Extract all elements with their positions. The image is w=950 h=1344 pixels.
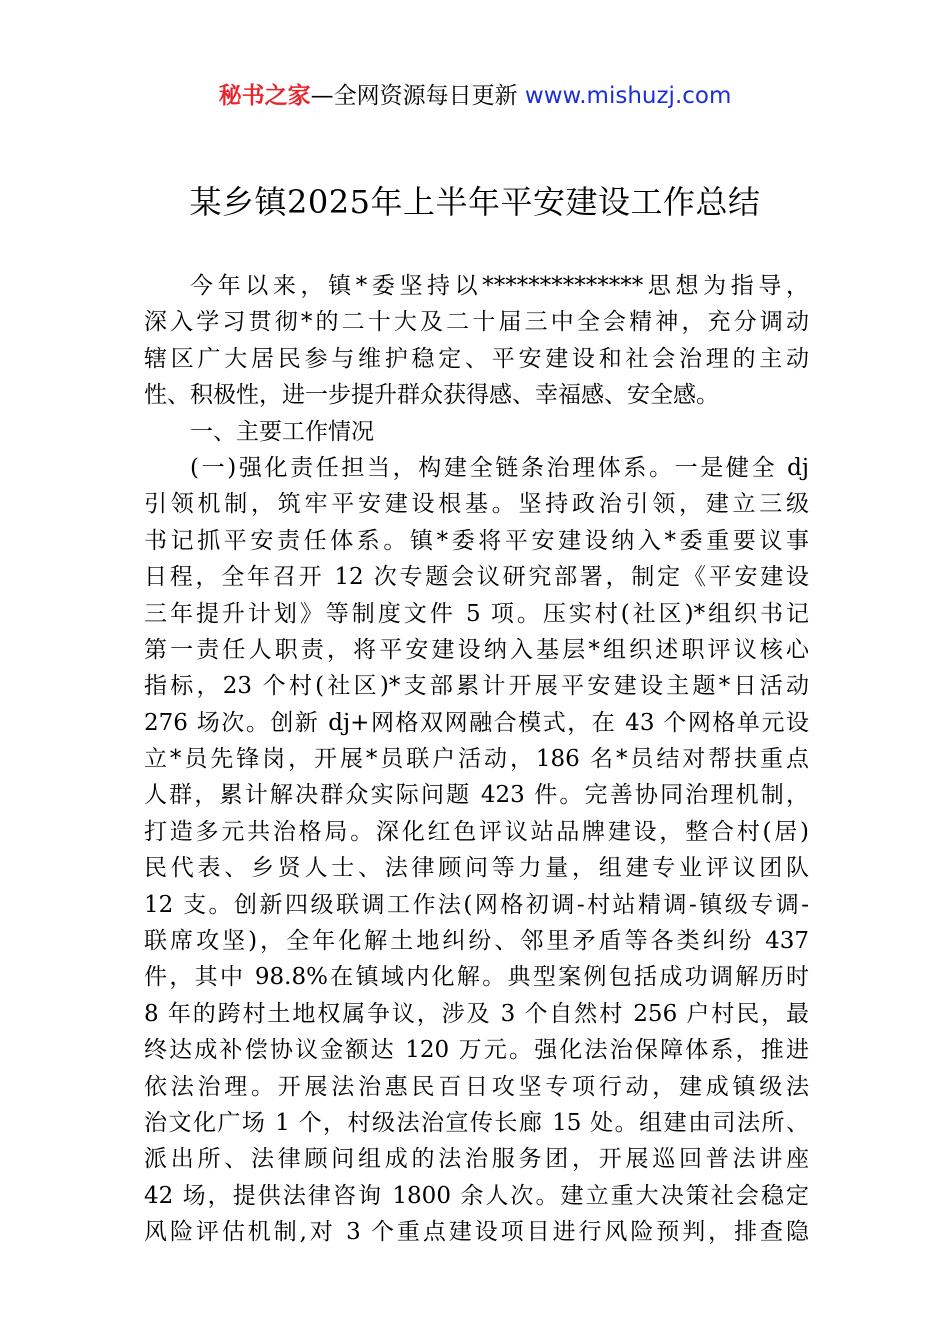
body-line: 8 年的跨村土地权属争议，涉及 3 个自然村 256 户村民，最 (144, 1000, 809, 1027)
site-header (0, 80, 950, 112)
body-line: 件，其中 98.8%在镇域内化解。典型案例包括成功调解历时 (144, 964, 809, 991)
body-line: 日程，全年召开 12 次专题会议研究部署，制定《平安建设 (144, 564, 809, 591)
body-line: 今年以来，镇*委坚持以**************思想为指导， (190, 273, 809, 299)
body-line: 书记抓平安责任体系。镇*委将平安建设纳入*委重要议事 (144, 527, 809, 554)
body-line: 引领机制，筑牢平安建设根基。坚持政治引领，建立三级 (144, 491, 809, 518)
header-tagline: —全网资源每日更新 (310, 83, 525, 109)
body-line: 深入学习贯彻*的二十大及二十届三中全会精神，充分调动 (144, 309, 809, 336)
body-line: 联席攻坚)，全年化解土地纠纷、邻里矛盾等各类纠纷 437 (144, 928, 809, 955)
document-title: 某乡镇2025年上半年平安建设工作总结 (189, 183, 761, 221)
body-line: 依法治理。开展法治惠民百日攻坚专项行动，建成镇级法 (144, 1073, 809, 1100)
body-line: 治文化广场 1 个，村级法治宣传长廊 15 处。组建由司法所、 (144, 1109, 809, 1136)
body-line: 打造多元共治格局。深化红色评议站品牌建设，整合村(居) (144, 818, 809, 845)
body-line: 指标，23 个村(社区)*支部累计开展平安建设主题*日活动 (144, 673, 809, 700)
body-line: 终达成补偿协议金额达 120 万元。强化法治保障体系，推进 (144, 1037, 809, 1064)
body-line: (一)强化责任担当，构建全链条治理体系。一是健全 dj (190, 454, 809, 481)
body-line: 派出所、法律顾问组成的法治服务团，开展巡回普法讲座 (144, 1146, 809, 1173)
section-heading: 一、主要工作情况 (190, 418, 374, 445)
body-line: 三年提升计划》等制度文件 5 项。压实村(社区)*组织书记 (144, 600, 809, 627)
body-line: 第一责任人职责，将平安建设纳入基层*组织述职评议核心 (144, 636, 809, 663)
body-line: 辖区广大居民参与维护稳定、平安建设和社会治理的主动 (144, 345, 809, 372)
body-line: 风险评估机制,对 3 个重点建设项目进行风险预判，排查隐 (144, 1219, 809, 1246)
body-line: 42 场，提供法律咨询 1800 余人次。建立重大决策社会稳定 (144, 1182, 809, 1209)
body-line: 人群，累计解决群众实际问题 423 件。完善协同治理机制， (144, 782, 809, 809)
body-line: 立*员先锋岗，开展*员联户活动，186 名*员结对帮扶重点 (144, 746, 809, 773)
brand-name: 秘书之家 (218, 83, 311, 109)
body-line: 12 支。创新四级联调工作法(网格初调-村站精调-镇级专调- (144, 891, 809, 918)
body-line: 民代表、乡贤人士、法律顾问等力量，组建专业评议团队 (144, 855, 809, 882)
body-line: 性、积极性，进一步提升群众获得感、幸福感、安全感。 (144, 382, 719, 409)
document-body (144, 268, 809, 1251)
site-url-link[interactable]: www.mishuzj.com (524, 83, 732, 109)
body-line: 276 场次。创新 dj+网格双网融合模式，在 43 个网格单元设 (144, 709, 809, 736)
